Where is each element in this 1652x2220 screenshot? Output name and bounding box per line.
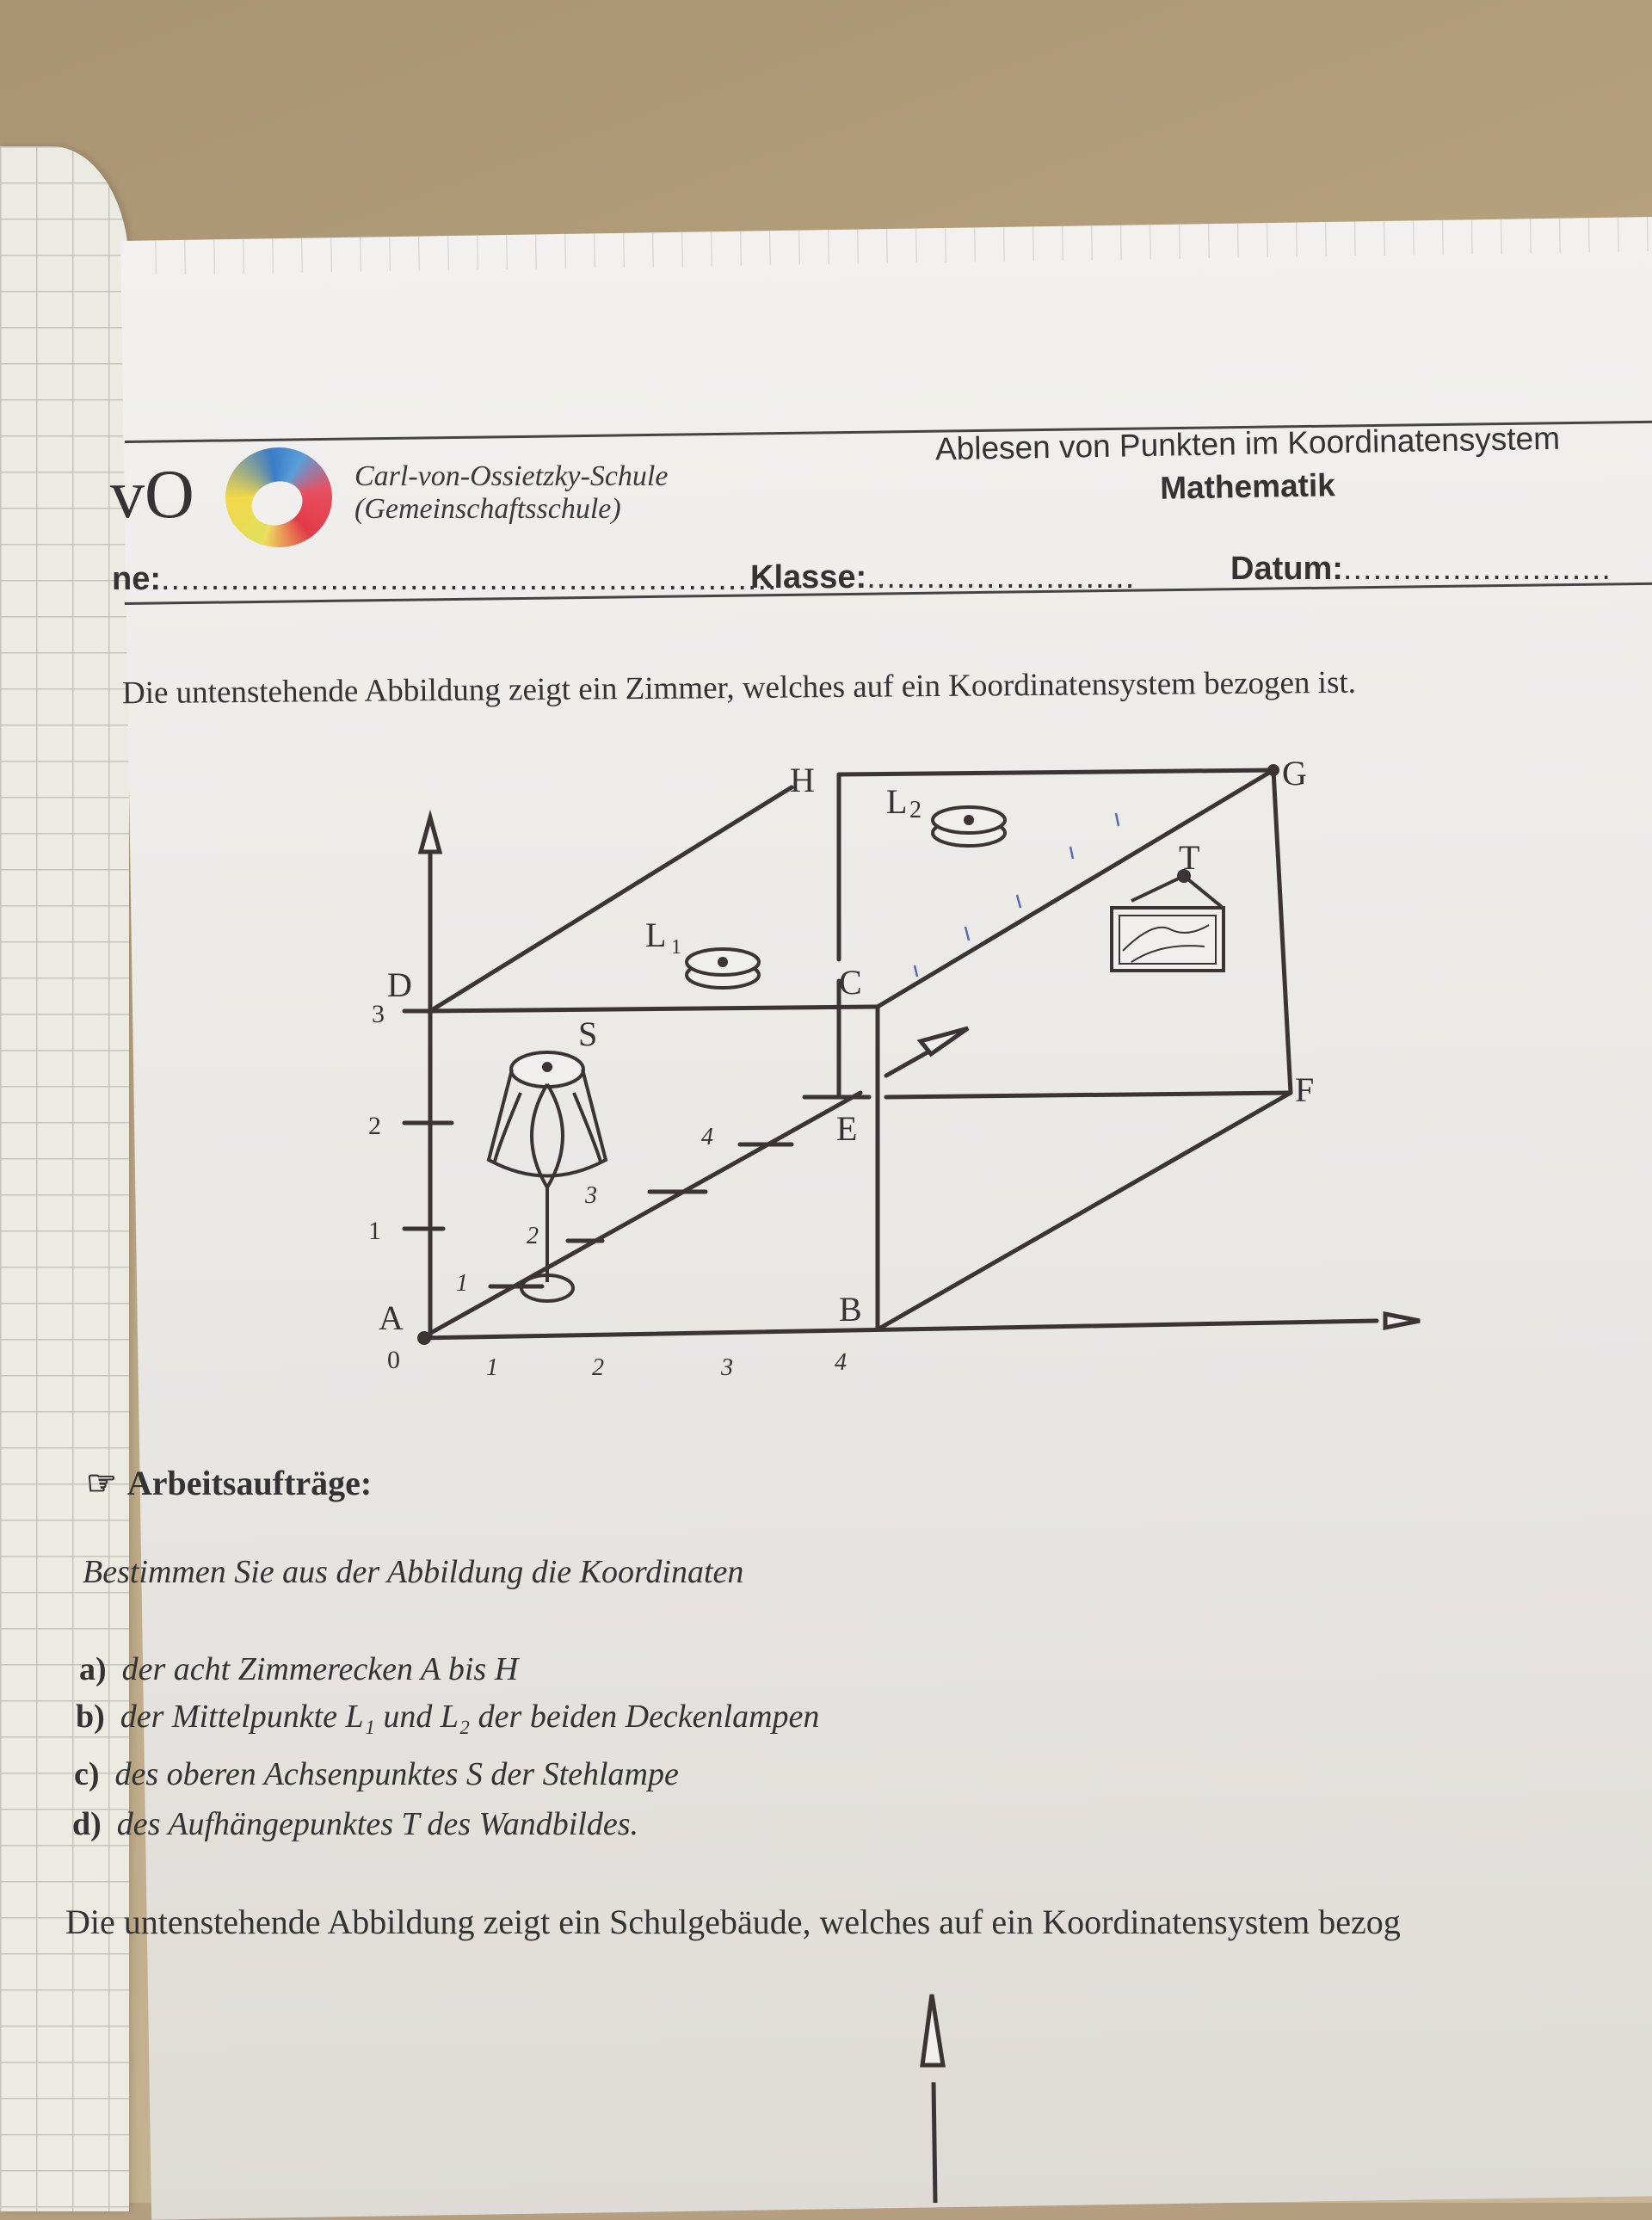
task-key: a) <box>79 1651 107 1687</box>
task-key: b) <box>76 1699 105 1735</box>
worksheet-title: Ablesen von Punkten im Koordinatensystem <box>934 420 1561 467</box>
school-name-line2: (Gemeinschaftsschule) <box>354 493 621 525</box>
worksheet-subject: Mathematik <box>1159 467 1336 506</box>
dtick-4: 4 <box>701 1124 713 1150</box>
label-b: B <box>839 1290 862 1329</box>
label-l1: L <box>645 916 667 954</box>
date-label: Datum: <box>1230 551 1343 587</box>
dtick-1: 1 <box>456 1270 468 1297</box>
task-text: des oberen Achsenpunktes S der Stehlampe <box>114 1756 679 1792</box>
vtick-1: 1 <box>368 1217 381 1245</box>
dtick-3: 3 <box>585 1182 597 1209</box>
task-text: der Mittelpunkte L₁ und L₂ der beiden Deckenlampen <box>120 1699 820 1735</box>
xtick-3: 3 <box>721 1354 733 1381</box>
vtick-0: 0 <box>387 1346 400 1374</box>
vtick-2: 2 <box>368 1112 381 1140</box>
task-text: des Aufhängepunktes T des Wandbildes. <box>116 1806 639 1842</box>
xtick-2: 2 <box>592 1354 604 1381</box>
label-d: D <box>387 965 412 1004</box>
tasks-intro: Bestimmen Sie aus der Abbildung die Koordinaten <box>83 1554 744 1590</box>
tasks-heading-text: Arbeitsaufträge: <box>126 1464 373 1502</box>
date-dots: ........................... <box>1342 551 1612 587</box>
label-h: H <box>790 761 815 799</box>
school-logo-text: vO <box>110 457 194 533</box>
task-text: der acht Zimmerecken A bis H <box>121 1651 519 1687</box>
vtick-3: 3 <box>372 1000 385 1028</box>
label-g: G <box>1282 754 1307 792</box>
label-f: F <box>1295 1070 1315 1109</box>
dtick-2: 2 <box>527 1223 539 1249</box>
next-section-intro: Die untenstehende Abbildung zeigt ein Schulgebäude, welches auf ein Koordinatensystem bezog <box>65 1902 1401 1941</box>
label-t: T <box>1179 838 1200 877</box>
xtick-4: 4 <box>835 1349 847 1376</box>
name-dots: .............................................................. <box>161 561 778 597</box>
label-a: A <box>379 1298 404 1337</box>
intro-text: Die untenstehende Abbildung zeigt ein Zimmer, welches auf ein Koordinatensystem bezogen ist. <box>121 664 1357 712</box>
class-label: Klasse: <box>750 559 867 595</box>
pointing-hand-icon: ☞ <box>86 1464 117 1502</box>
task-key: c) <box>74 1756 100 1792</box>
name-label: ne: <box>112 561 161 597</box>
label-l1-sub: 1 <box>671 936 681 959</box>
task-key: d) <box>72 1806 102 1842</box>
school-name-line1: Carl-von-Ossietzky-Schule <box>354 460 669 492</box>
label-c: C <box>839 963 862 1002</box>
label-e: E <box>836 1109 858 1148</box>
label-l2: L <box>886 782 908 821</box>
xtick-1: 1 <box>486 1354 498 1381</box>
label-l2-sub: 2 <box>909 797 922 823</box>
second-diagram-arrow-icon <box>922 1995 943 2065</box>
class-dots: ........................... <box>866 559 1136 595</box>
label-s: S <box>578 1014 598 1053</box>
